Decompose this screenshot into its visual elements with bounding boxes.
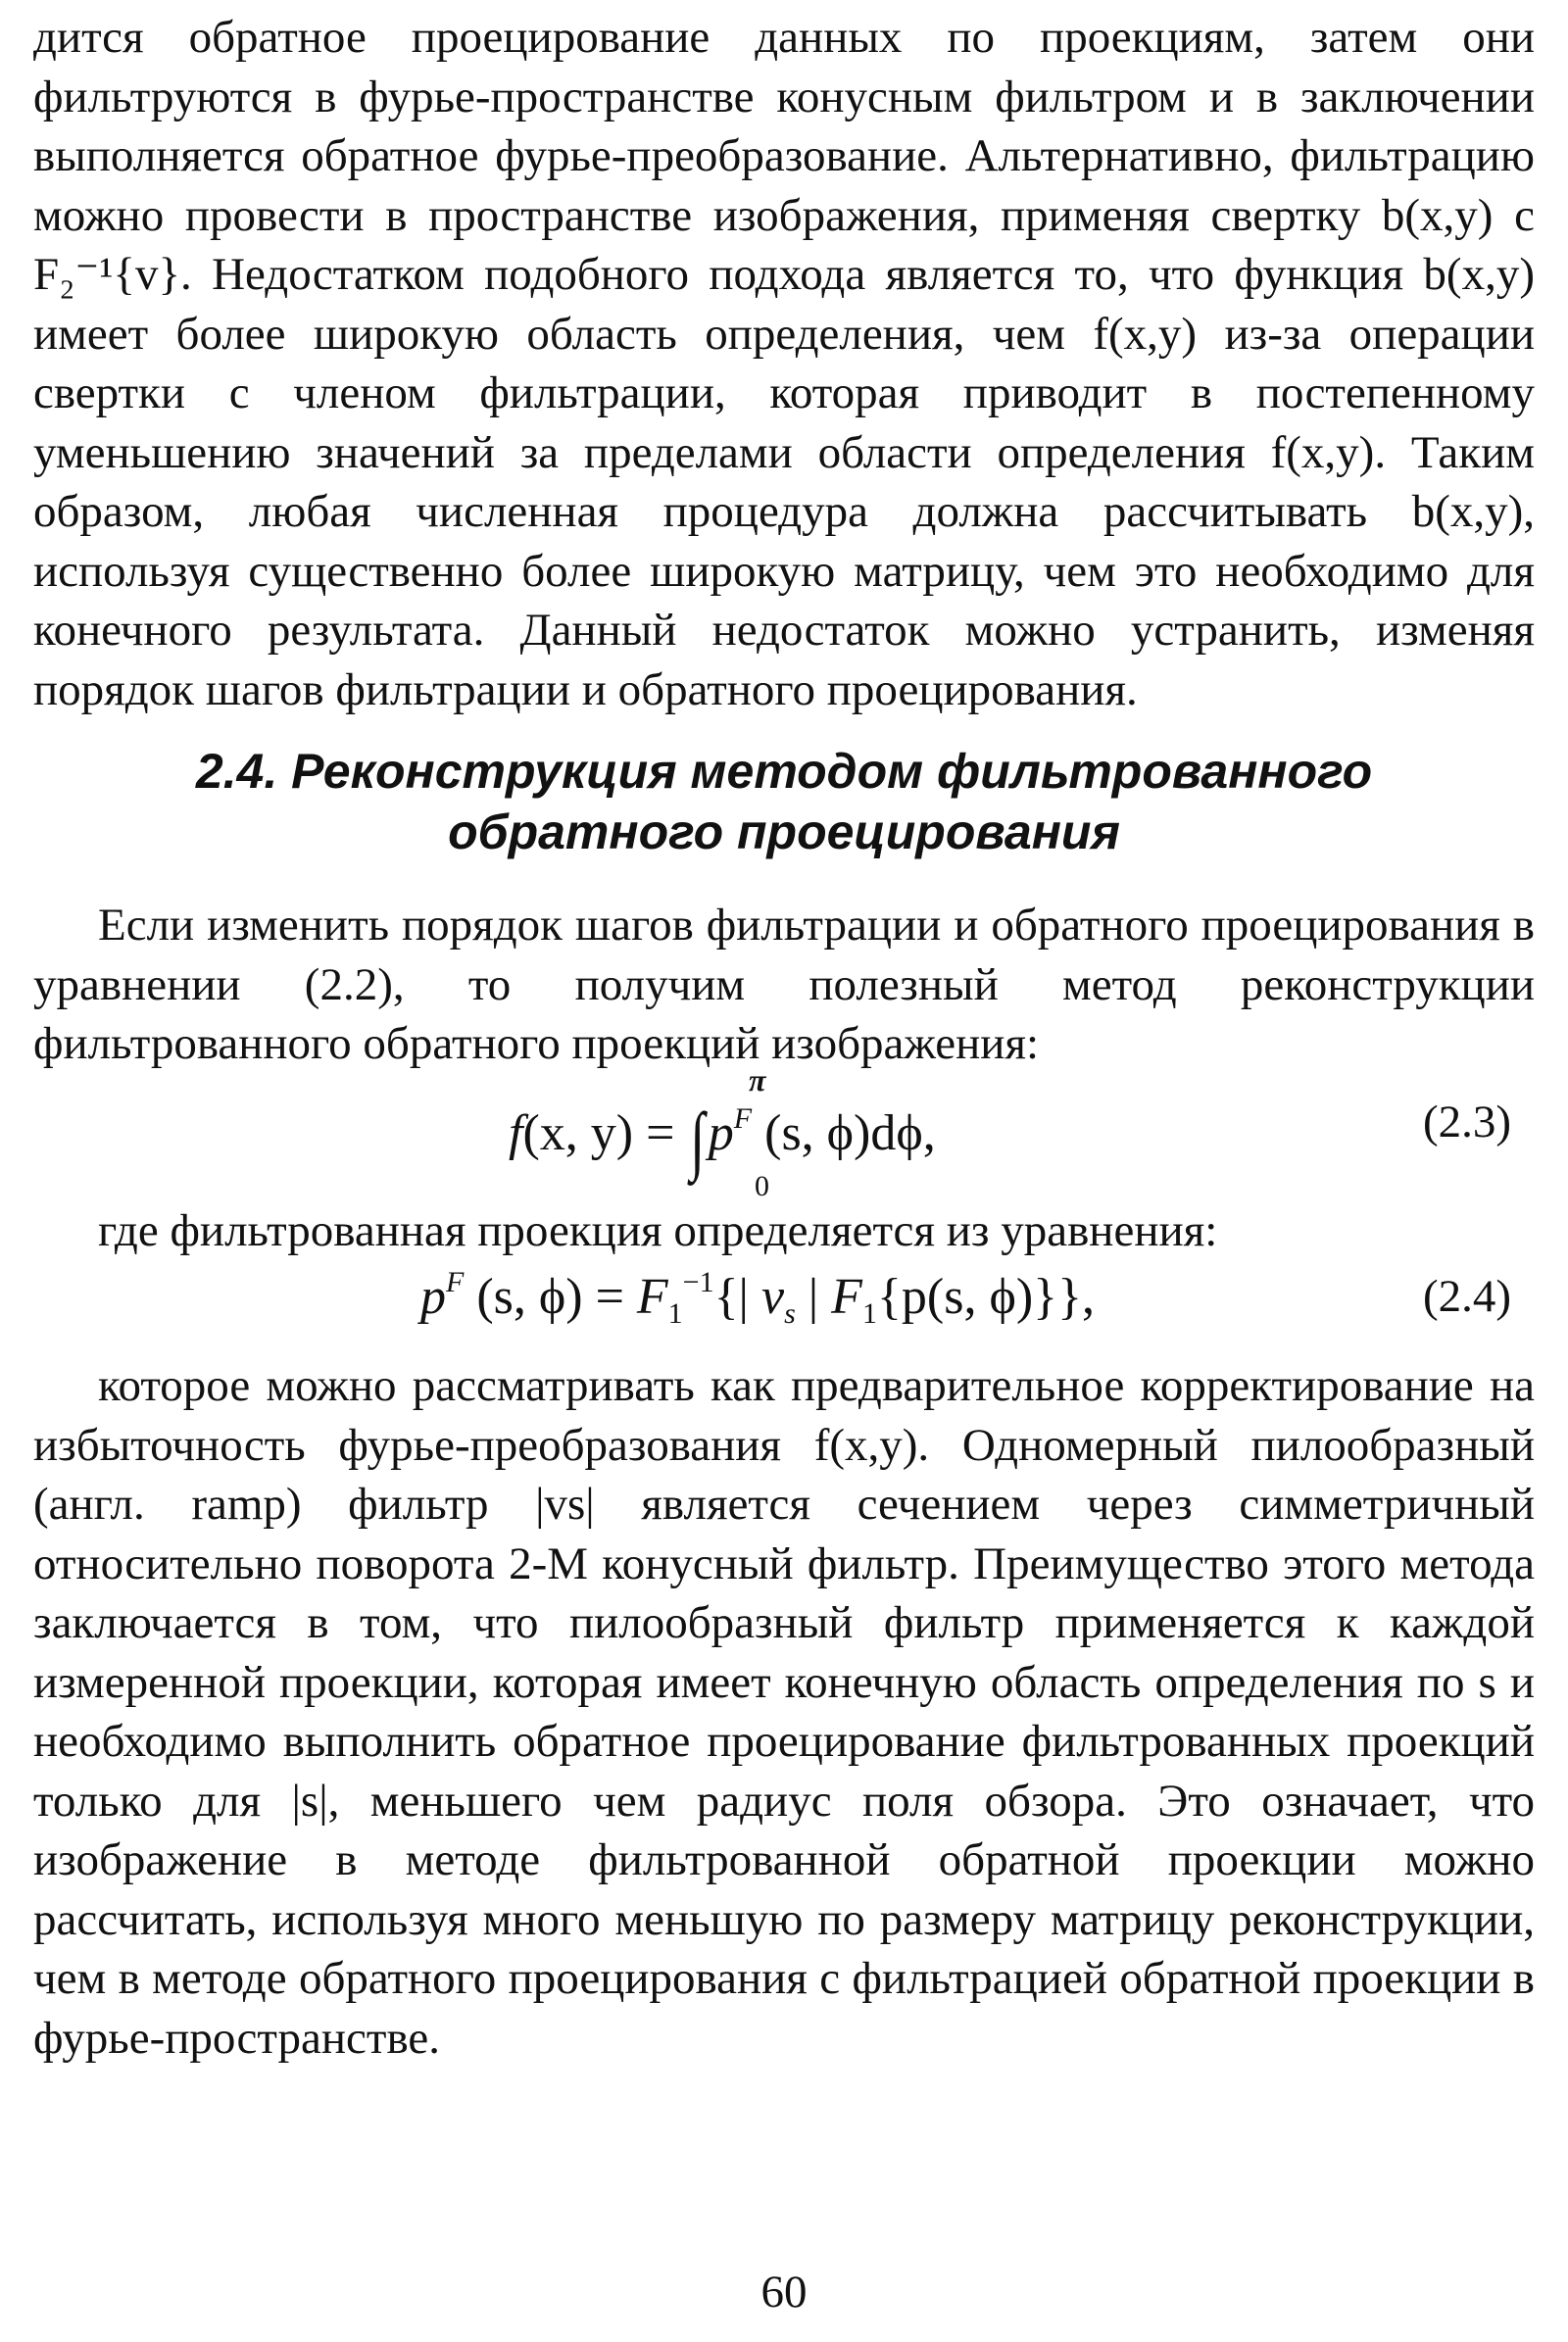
equation-number-2-3: (2.3) bbox=[1422, 1096, 1511, 1147]
paragraph-3: где фильтрованная проекция определяется из уравнения: bbox=[98, 1204, 1218, 1256]
page-number: 60 bbox=[760, 2267, 808, 2318]
equation-2-3 bbox=[33, 1061, 1535, 1202]
section-heading-line-2: обратного проецирования bbox=[448, 805, 1120, 859]
page-content bbox=[33, 8, 1535, 2068]
paragraph-2: Если изменить порядок шагов фильтрации и обратного проецирования в уравнении (2.2), то получим полезный метод реконструкции фильтрованного обратного проекций изображения: bbox=[33, 900, 1535, 1069]
integral-sign: ∫ bbox=[690, 1096, 706, 1182]
integral-upper-limit: π bbox=[749, 1061, 766, 1098]
integral-lower-limit: 0 bbox=[755, 1169, 769, 1202]
section-heading bbox=[33, 741, 1535, 862]
equation-2-4-body: $p^F$ (s, $\phi) = F_1^{-1}\{|$ $v_s$ | $F_1\{p(s$, ϕ)}}, bbox=[420, 1266, 1096, 1330]
section-heading-line-1: 2.4. Реконструкция методом фильтрованного bbox=[195, 744, 1373, 799]
equation-number-2-4: (2.4) bbox=[1422, 1271, 1511, 1322]
equation-2-4 bbox=[33, 1260, 1535, 1356]
equation-2-3-body: f(x, $y) = \int p^F$ (s, ϕ)dϕ, bbox=[509, 1096, 936, 1182]
paragraph-1: дится обратное проецирование данных по проекциям, затем они фильтруются в фурье-пространстве конусным фильтром и в заключении выполняется обратное фурье-преобразование. Альтернативно, фильтрацию можно провести в пространстве изображения, применяя свертку b(x,y) с F₂⁻¹{v}. Недостатком подобного подхода является то, что функция b(x,y) имеет более широкую область определения, чем f(x,y) из-за операции свертки с членом фильтрации, которая приводит в постепенному уменьшению значений за пределами области определения f(x,y). Таким образом, любая численная процедура должна рассчитывать b(x,y), используя существенно более широкую матрицу, чем это необходимо для конечного результата. Данный недостаток можно устранить, изменяя порядок шагов фильтрации и обратного проецирования. bbox=[33, 12, 1535, 715]
paragraph-4: которое можно рассматривать как предварительное корректирование на избыточность фурье-преобразования f(x,y). Одномерный пилообразный (англ. ramp) фильтр |vs| является сечением через симметричный относительно поворота 2-М конусный фильтр. Преимущество этого метода заключается в том, что пилообразный фильтр применяется к каждой измеренной проекции, которая имеет конечную область определения по s и необходимо выполнить обратное проецирование фильтрованных проекций только для |s|, меньшего чем радиус поля обзора. Это означает, что изображение в методе фильтрованной обратной проекции можно рассчитать, используя много меньшую по размеру матрицу реконструкции, чем в методе обратного проецирования с фильтрацией обратной проекции в фурье-пространстве. bbox=[33, 1360, 1535, 2064]
